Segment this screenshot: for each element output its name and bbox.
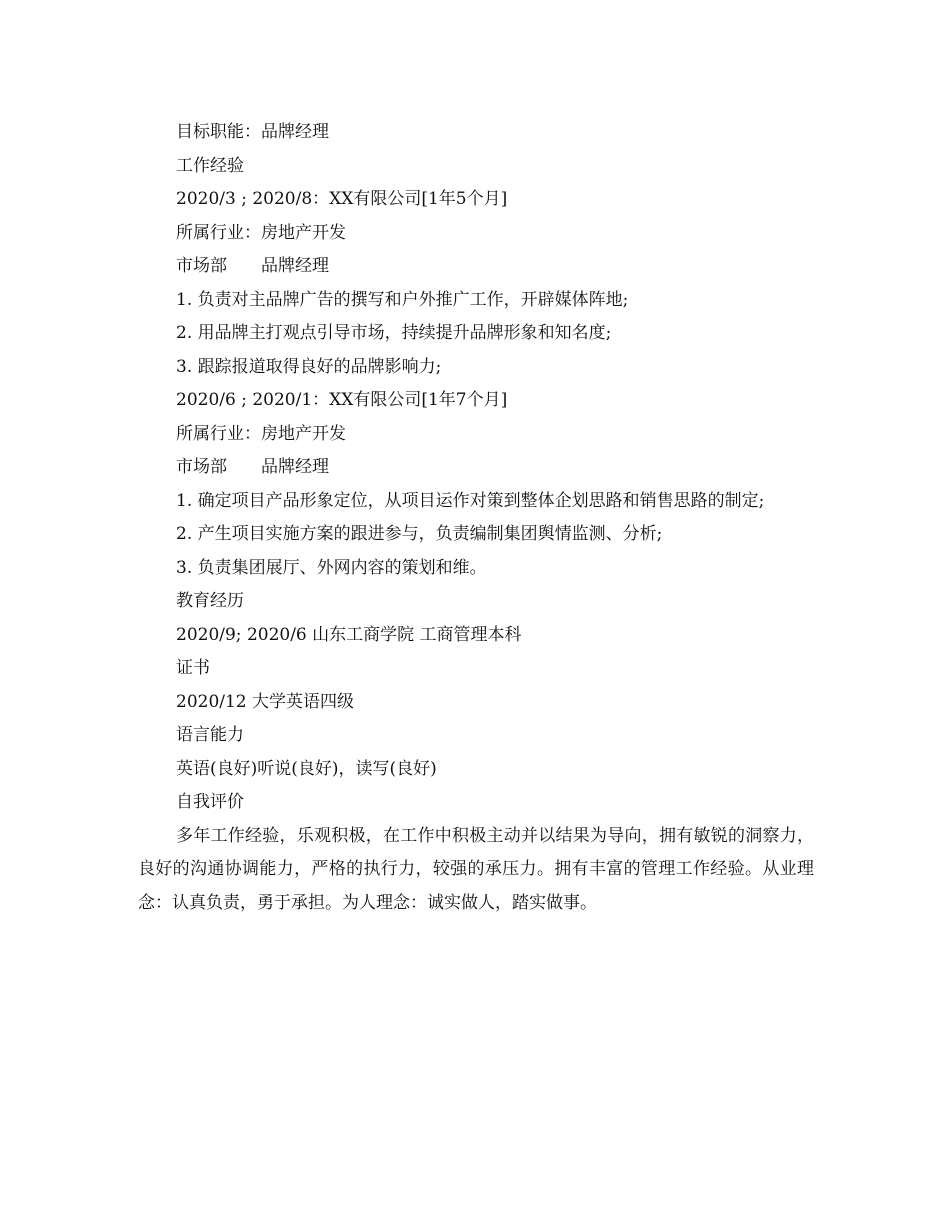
certificate-entry: 2020/12 大学英语四级 — [176, 691, 355, 712]
job-2-duty-2: 2. 产生项目实施方案的跟进参与，负责编制集团舆情监测、分析; — [176, 524, 663, 544]
job-1-industry: 所属行业：房地产开发 — [176, 222, 346, 243]
job-1-period: 2020/3 ; 2020/8：XX有限公司[1年5个月] — [176, 189, 508, 209]
language-heading: 语言能力 — [176, 725, 244, 745]
job-2-department: 市场部 — [176, 457, 227, 477]
work-experience-heading: 工作经验 — [176, 155, 244, 176]
target-position: 目标职能：品牌经理 — [176, 122, 329, 142]
job-1-role — [138, 250, 814, 284]
job-2-duty-3: 3. 负责集团展厅、外网内容的策划和维。 — [176, 557, 487, 578]
job-1-duty-3: 3. 跟踪报道取得良好的品牌影响力; — [176, 356, 442, 377]
language-entry: 英语(良好)听说(良好)，读写(良好) — [176, 758, 437, 779]
self-evaluation-text: 多年工作经验，乐观积极，在工作中积极主动并以结果为导向，拥有敏锐的洞察力，良好的沟通协调能力，严格的执行力，较强的承压力。拥有丰富的管理工作经验。从业理念：认真负责，勇于承担。为人理念：诚实做人，踏实做事。 — [138, 825, 814, 913]
certificate-heading: 证书 — [176, 658, 210, 678]
job-2-industry: 所属行业：房地产开发 — [176, 423, 346, 444]
job-2-period: 2020/6 ; 2020/1：XX有限公司[1年7个月] — [176, 390, 508, 410]
job-1-duty-1: 1. 负责对主品牌广告的撰写和户外推广工作，开辟媒体阵地; — [176, 289, 629, 310]
education-entry: 2020/9; 2020/6 山东工商学院 工商管理本科 — [176, 624, 522, 645]
resume-document — [138, 116, 814, 920]
job-1-department: 市场部 — [176, 256, 227, 276]
job-1-duty-2: 2. 用品牌主打观点引导市场，持续提升品牌形象和知名度; — [176, 323, 612, 343]
education-heading: 教育经历 — [176, 591, 244, 611]
job-1-title: 品牌经理 — [261, 256, 329, 276]
job-2-title: 品牌经理 — [261, 457, 329, 477]
self-evaluation-heading: 自我评价 — [176, 792, 244, 812]
job-2-duty-1: 1. 确定项目产品形象定位，从项目运作对策到整体企划思路和销售思路的制定; — [176, 490, 765, 511]
job-2-role — [138, 451, 814, 485]
